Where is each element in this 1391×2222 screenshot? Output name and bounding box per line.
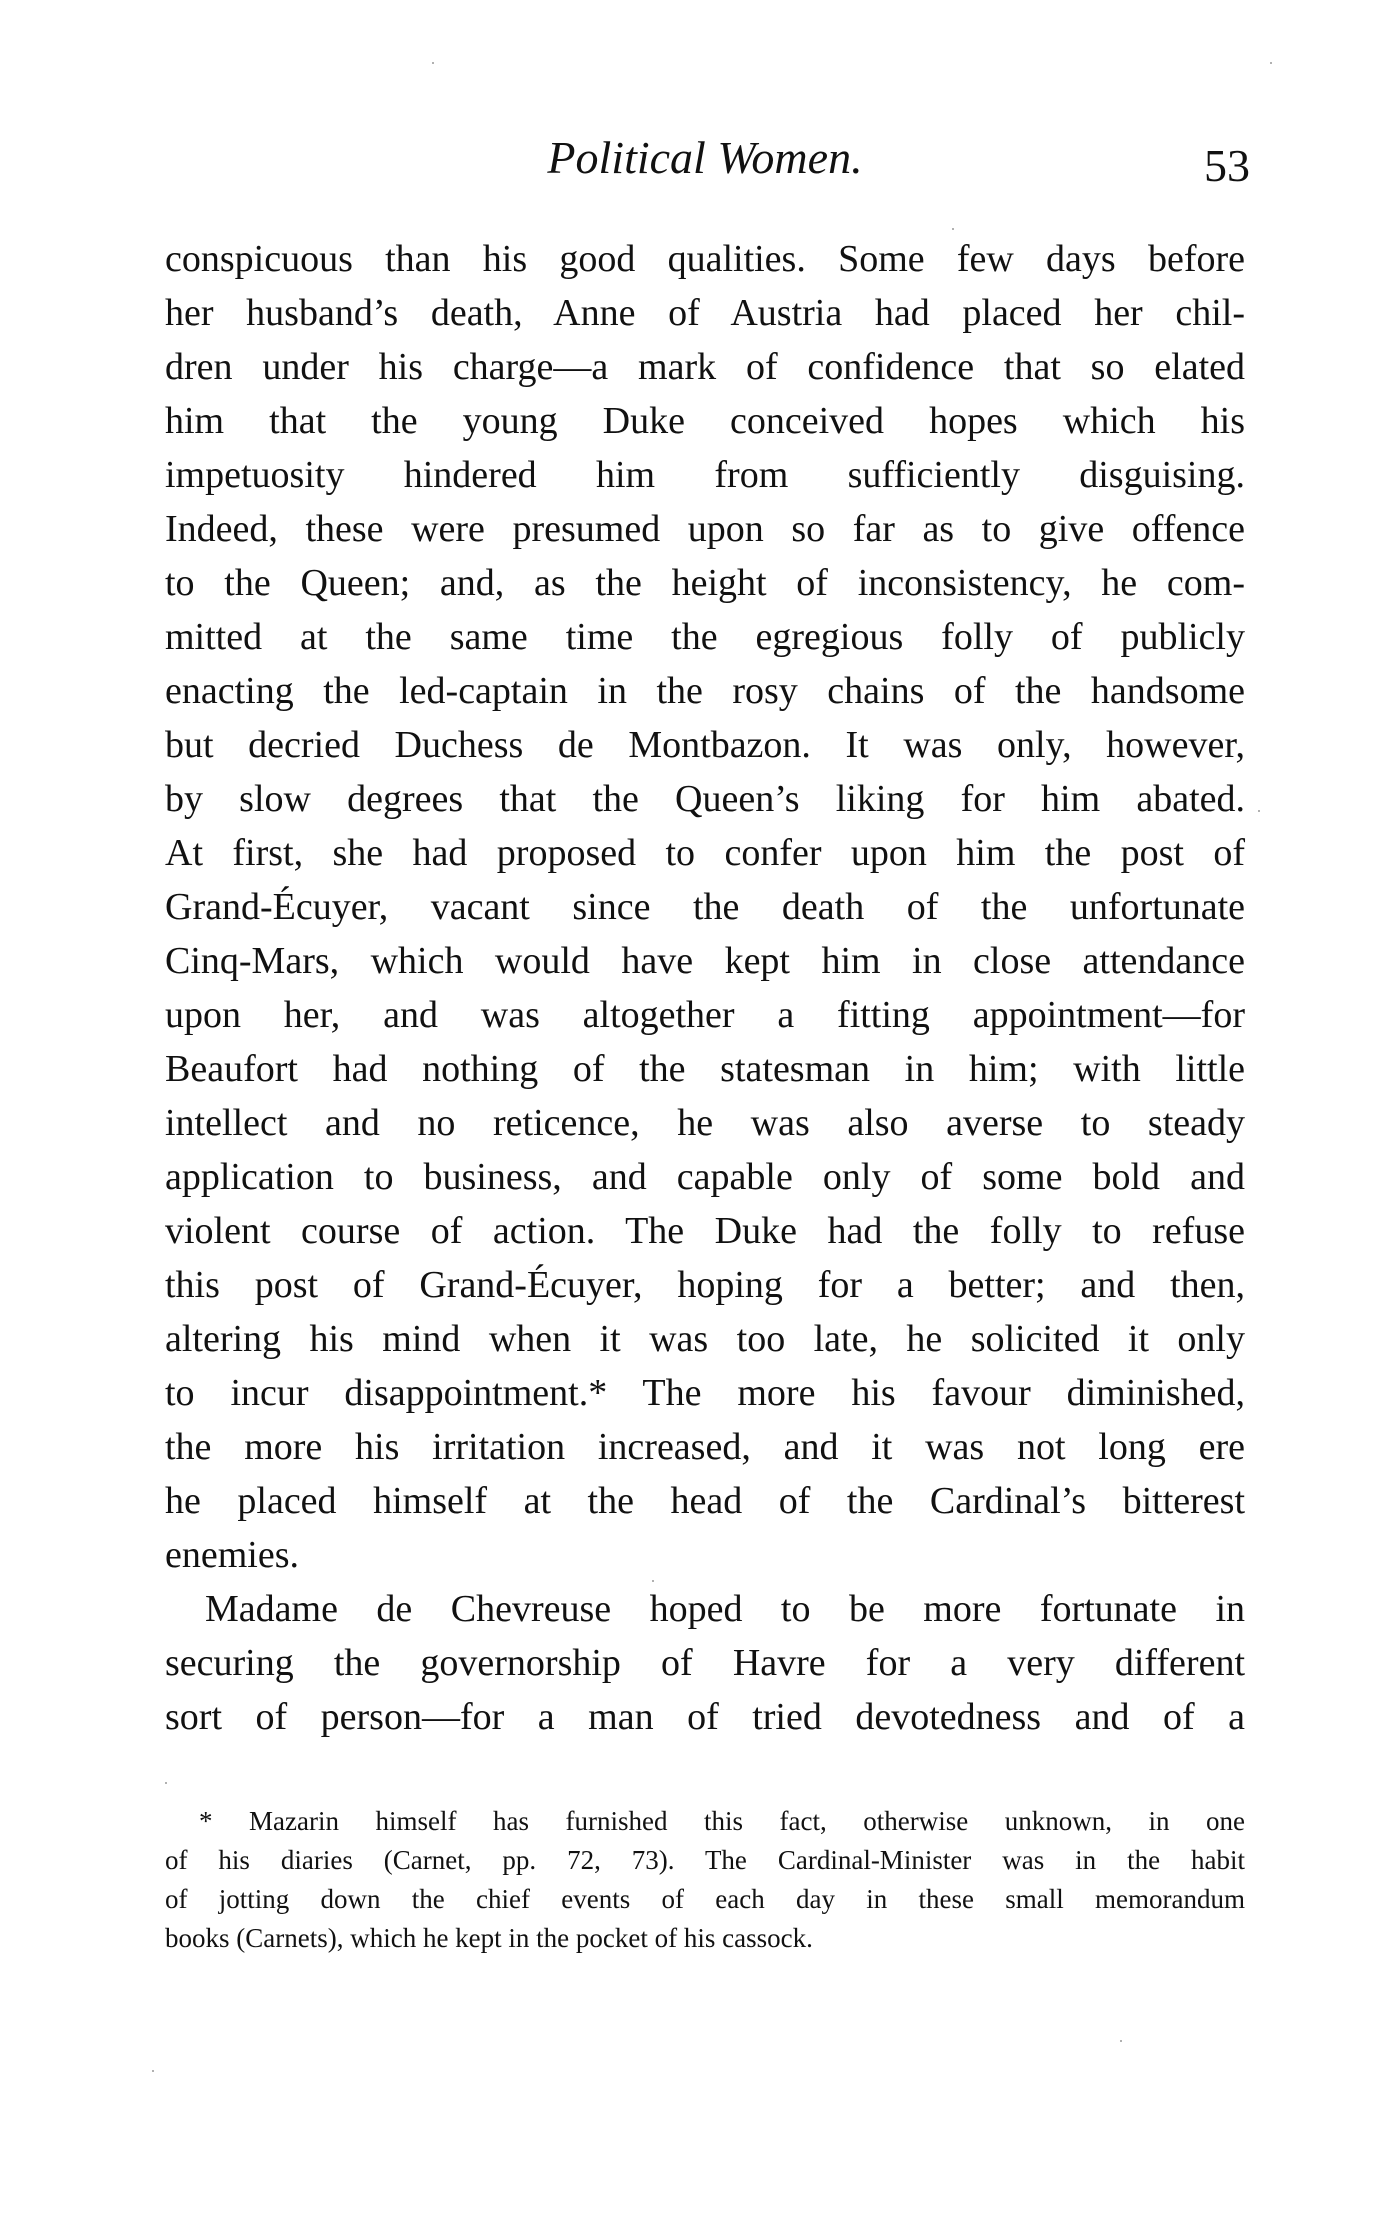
- text-line: upon her, and was altogether a fitting appointment—for: [165, 994, 1245, 1036]
- text-line: sort of person—for a man of tried devotedness and of a: [165, 1696, 1245, 1738]
- page-number: 53: [1204, 140, 1250, 191]
- text-line: enemies.: [165, 1534, 300, 1576]
- footnote-line: of his diaries (Carnet, pp. 72, 73). The Cardinal-Minister was in the habit: [165, 1845, 1245, 1875]
- text-line: him that the young Duke conceived hopes which his: [165, 400, 1245, 442]
- text-line: securing the governorship of Havre for a very different: [165, 1642, 1245, 1684]
- text-line: dren under his charge—a mark of confidence that so elated: [165, 346, 1245, 388]
- text-line: he placed himself at the head of the Cardinal’s bitterest: [165, 1480, 1245, 1522]
- text-line: to the Queen; and, as the height of inconsistency, he com-: [165, 562, 1245, 604]
- paragraph-1: [165, 232, 1245, 1582]
- text-line: the more his irritation increased, and it was not long ere: [165, 1426, 1245, 1468]
- text-line: Indeed, these were presumed upon so far as to give offence: [165, 508, 1245, 550]
- paper-speck: [432, 62, 434, 64]
- paragraph-2: [165, 1582, 1245, 1744]
- footnote-line: * Mazarin himself has furnished this fact, otherwise unknown, in one: [199, 1806, 1245, 1836]
- paper-speck: [952, 228, 954, 230]
- text-line: conspicuous than his good qualities. Some few days before: [165, 238, 1245, 280]
- text-line: altering his mind when it was too late, he solicited it only: [165, 1318, 1245, 1360]
- text-line: intellect and no reticence, he was also averse to steady: [165, 1102, 1245, 1144]
- text-line: this post of Grand-Écuyer, hoping for a better; and then,: [165, 1264, 1245, 1306]
- running-title: Political Women.: [547, 132, 863, 183]
- text-line: mitted at the same time the egregious folly of publicly: [165, 616, 1245, 658]
- text-line: violent course of action. The Duke had the folly to refuse: [165, 1210, 1245, 1252]
- paper-speck: [652, 1580, 654, 1582]
- text-line: enacting the led-captain in the rosy chains of the handsome: [165, 670, 1245, 712]
- paper-speck: [152, 2070, 154, 2072]
- text-line: by slow degrees that the Queen’s liking for him abated.: [165, 778, 1245, 820]
- text-line: Beaufort had nothing of the statesman in him; with little: [165, 1048, 1245, 1090]
- text-line: to incur disappointment.* The more his favour diminished,: [165, 1372, 1245, 1414]
- paper-speck: [1270, 62, 1272, 64]
- text-line: impetuosity hindered him from sufficiently disguising.: [165, 454, 1245, 496]
- page-header: [160, 132, 1250, 205]
- footnote: [165, 1802, 1245, 1958]
- text-line: application to business, and capable only of some bold and: [165, 1156, 1245, 1198]
- text-line: At first, she had proposed to confer upon him the post of: [165, 832, 1245, 874]
- text-line: her husband’s death, Anne of Austria had placed her chil-: [165, 292, 1245, 334]
- footnote-line: of jotting down the chief events of each day in these small memorandum: [165, 1884, 1245, 1914]
- paper-speck: [1258, 810, 1260, 812]
- body-text: [165, 232, 1245, 1744]
- footnote-line: books (Carnets), which he kept in the pocket of his cassock.: [165, 1923, 813, 1953]
- paper-speck: [1120, 2040, 1122, 2042]
- text-line: but decried Duchess de Montbazon. It was only, however,: [165, 724, 1245, 766]
- text-line: Cinq-Mars, which would have kept him in close attendance: [165, 940, 1245, 982]
- text-line: Grand-Écuyer, vacant since the death of the unfortunate: [165, 886, 1245, 928]
- text-line: Madame de Chevreuse hoped to be more fortunate in: [205, 1588, 1245, 1630]
- paper-speck: [165, 1782, 167, 1784]
